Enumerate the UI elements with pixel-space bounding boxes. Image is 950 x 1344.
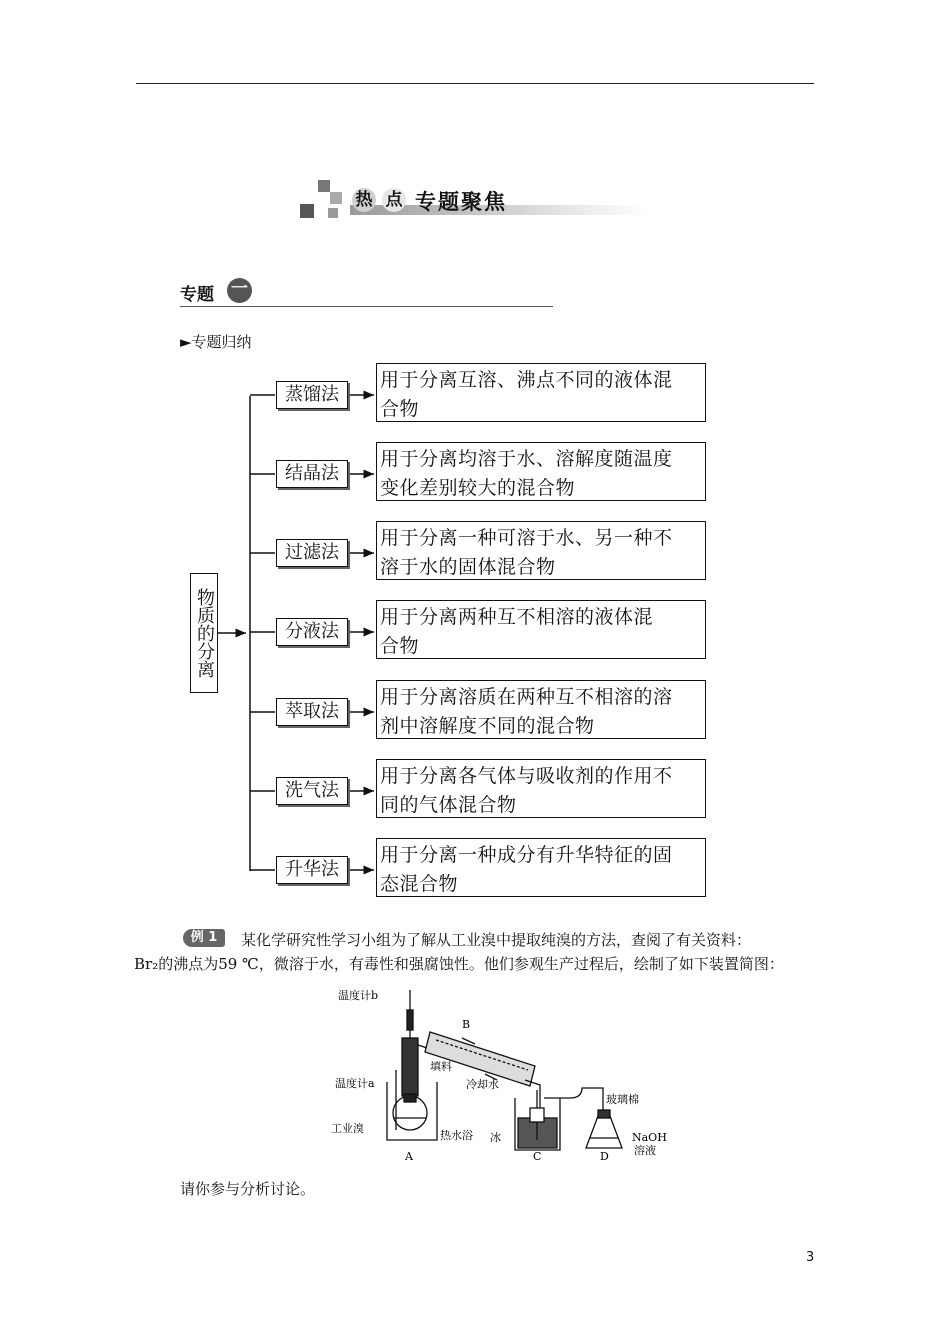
banner-title: 专题聚焦 — [415, 190, 507, 214]
method-box: 结晶法 — [276, 460, 348, 488]
method-box: 蒸馏法 — [276, 381, 348, 409]
label-naoh: NaOH — [632, 1131, 667, 1144]
example-text-line1: 某化学研究性学习小组为了解从工业溴中提取纯溴的方法，查阅了有关资料： — [241, 931, 752, 949]
example-text-line2: Br₂的沸点为59 ℃，微溶于水，有毒性和强腐蚀性。他们参观生产过程后，绘制了如下装置简图： — [134, 955, 784, 973]
description-line: 剂中溶解度不同的混合物 — [380, 715, 595, 737]
example-badge: 例 1 — [183, 929, 225, 947]
description-line: 同的气体混合物 — [380, 794, 517, 816]
description-line: 用于分离溶质在两种互不相溶的溶 — [380, 686, 673, 708]
closing-text: 请你参与分析讨论。 — [180, 1180, 316, 1198]
label-thermometer-a: 温度计a — [335, 1077, 375, 1090]
description-line: 用于分离两种互不相溶的液体混 — [380, 606, 654, 628]
diagram-root: 物质的分离 — [190, 573, 218, 693]
method-box: 过滤法 — [276, 539, 348, 567]
description-line: 用于分离均溶于水、溶解度随温度 — [380, 448, 673, 470]
label-c: C — [533, 1150, 542, 1163]
label-hot-water-bath: 热水浴 — [440, 1129, 473, 1142]
banner-char: 点 — [382, 188, 406, 212]
label-a: A — [405, 1150, 413, 1163]
label-ice: 冰 — [490, 1131, 501, 1144]
label-thermometer-b: 温度计b — [338, 989, 379, 1002]
description-line: 用于分离一种成分有升华特征的固 — [380, 844, 673, 866]
label-packing: 填料 — [430, 1060, 452, 1073]
description-line: 用于分离一种可溶于水、另一种不 — [380, 527, 673, 549]
banner-char: 热 — [352, 188, 376, 212]
topic-label: 专题 — [180, 285, 214, 305]
method-box: 洗气法 — [276, 777, 348, 805]
description-line: 态混合物 — [380, 873, 459, 895]
label-d: D — [600, 1150, 609, 1163]
label-b: B — [462, 1018, 471, 1031]
description-line: 合物 — [380, 398, 420, 420]
description-line: 溶于水的固体混合物 — [380, 556, 556, 578]
label-crude-bromine: 工业溴 — [331, 1122, 364, 1135]
label-solution: 溶液 — [634, 1144, 656, 1157]
section-subtitle: ►专题归纳 — [180, 333, 252, 351]
label-cooling-water: 冷却水 — [466, 1078, 499, 1091]
topic-number: 一 — [227, 278, 252, 303]
description-line: 变化差别较大的混合物 — [380, 477, 576, 499]
method-box: 萃取法 — [276, 698, 348, 726]
page-number: 3 — [806, 1250, 815, 1265]
method-box: 升华法 — [276, 856, 348, 884]
method-box: 分液法 — [276, 618, 348, 646]
description-line: 合物 — [380, 635, 420, 657]
description-line: 用于分离各气体与吸收剂的作用不 — [380, 765, 673, 787]
description-line: 用于分离互溶、沸点不同的液体混 — [380, 369, 673, 391]
label-glass-wool: 玻璃棉 — [606, 1093, 639, 1106]
